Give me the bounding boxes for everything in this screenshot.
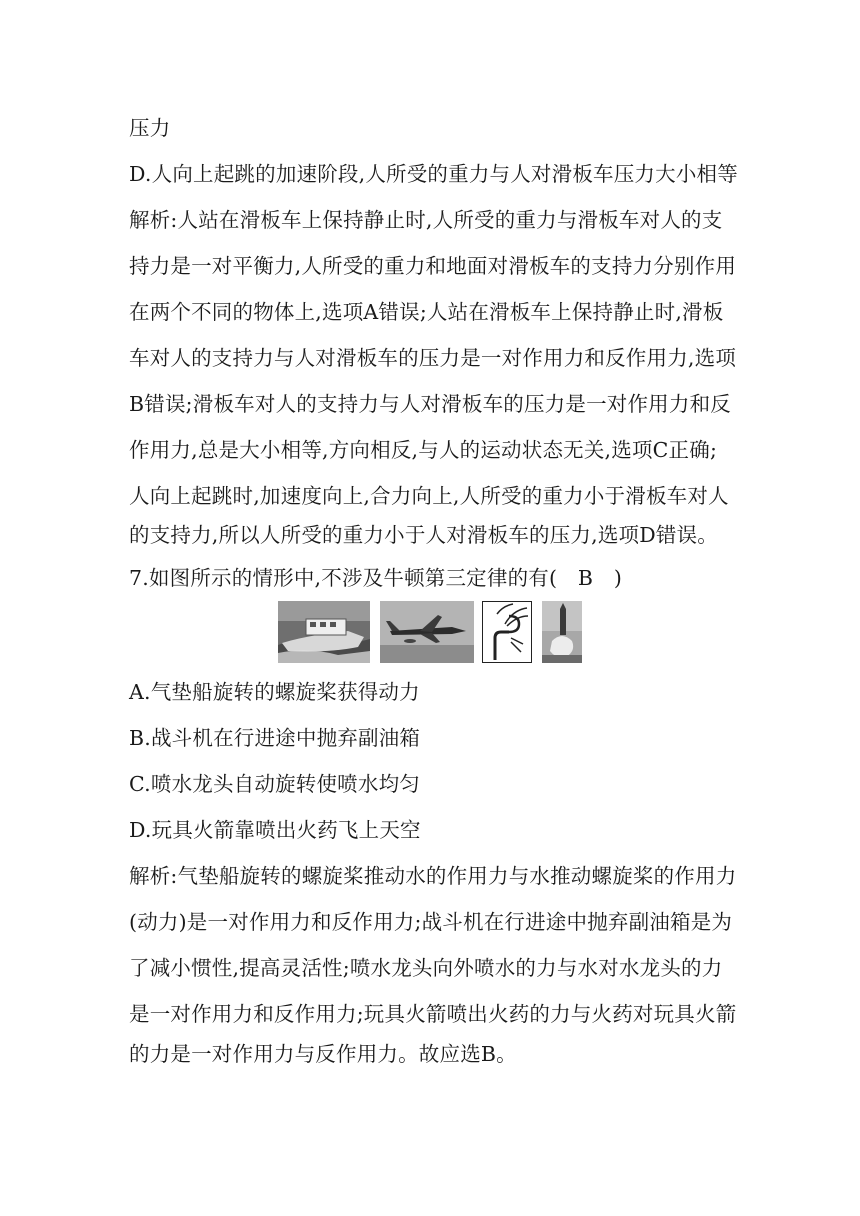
option-d-line: D.玩具火箭靠喷出火药飞上天空 (129, 818, 421, 842)
analysis-line: 在两个不同的物体上,选项A错误;人站在滑板车上保持静止时,滑板 (129, 300, 724, 324)
analysis-line: 持力是一对平衡力,人所受的重力和地面对滑板车的支持力分别作用 (129, 254, 737, 278)
option-c-line: C.喷水龙头自动旋转使喷水均匀 (129, 772, 420, 796)
analysis-line: 解析:气垫船旋转的螺旋桨推动水的作用力与水推动螺旋桨的作用力 (129, 864, 737, 888)
analysis-line: 车对人的支持力与人对滑板车的压力是一对作用力和反作用力,选项 (129, 346, 737, 370)
option-d-line: D.人向上起跳的加速阶段,人所受的重力与人对滑板车压力大小相等 (129, 162, 738, 186)
option-b-line: B.战斗机在行进途中抛弃副油箱 (129, 726, 421, 750)
fighter-jet-photo (380, 601, 474, 663)
analysis-line: 人向上起跳时,加速度向上,合力向上,人所受的重力小于滑板车对人 (129, 484, 729, 508)
analysis-line: 解析:人站在滑板车上保持静止时,人所受的重力与滑板车对人的支 (129, 208, 723, 232)
analysis-line: 的支持力,所以人所受的重力小于人对滑板车的压力,选项D错误。 (129, 523, 718, 547)
option-a-line: A.气垫船旋转的螺旋桨获得动力 (129, 680, 420, 704)
analysis-line: B错误;滑板车对人的支持力与人对滑板车的压力是一对作用力和反 (129, 392, 731, 416)
analysis-line: 了减小惯性,提高灵活性;喷水龙头向外喷水的力与水对水龙头的力 (129, 956, 723, 980)
question-7-line: 7.如图所示的情形中,不涉及牛顿第三定律的有( B ) (129, 566, 623, 590)
hovercraft-photo (278, 601, 370, 663)
analysis-line: 的力是一对作用力与反作用力。故应选B。 (129, 1042, 517, 1066)
analysis-line: 作用力,总是大小相等,方向相反,与人的运动状态无关,选项C正确; (129, 438, 718, 462)
analysis-line: 是一对作用力和反作用力;玩具火箭喷出火药的力与火药对玩具火箭 (129, 1002, 737, 1026)
text-line: 压力 (129, 116, 171, 140)
sprinkler-diagram (482, 601, 532, 663)
rocket-photo (542, 601, 582, 663)
analysis-line: (动力)是一对作用力和反作用力;战斗机在行进途中抛弃副油箱是为 (129, 910, 733, 934)
figure-row (278, 601, 588, 665)
